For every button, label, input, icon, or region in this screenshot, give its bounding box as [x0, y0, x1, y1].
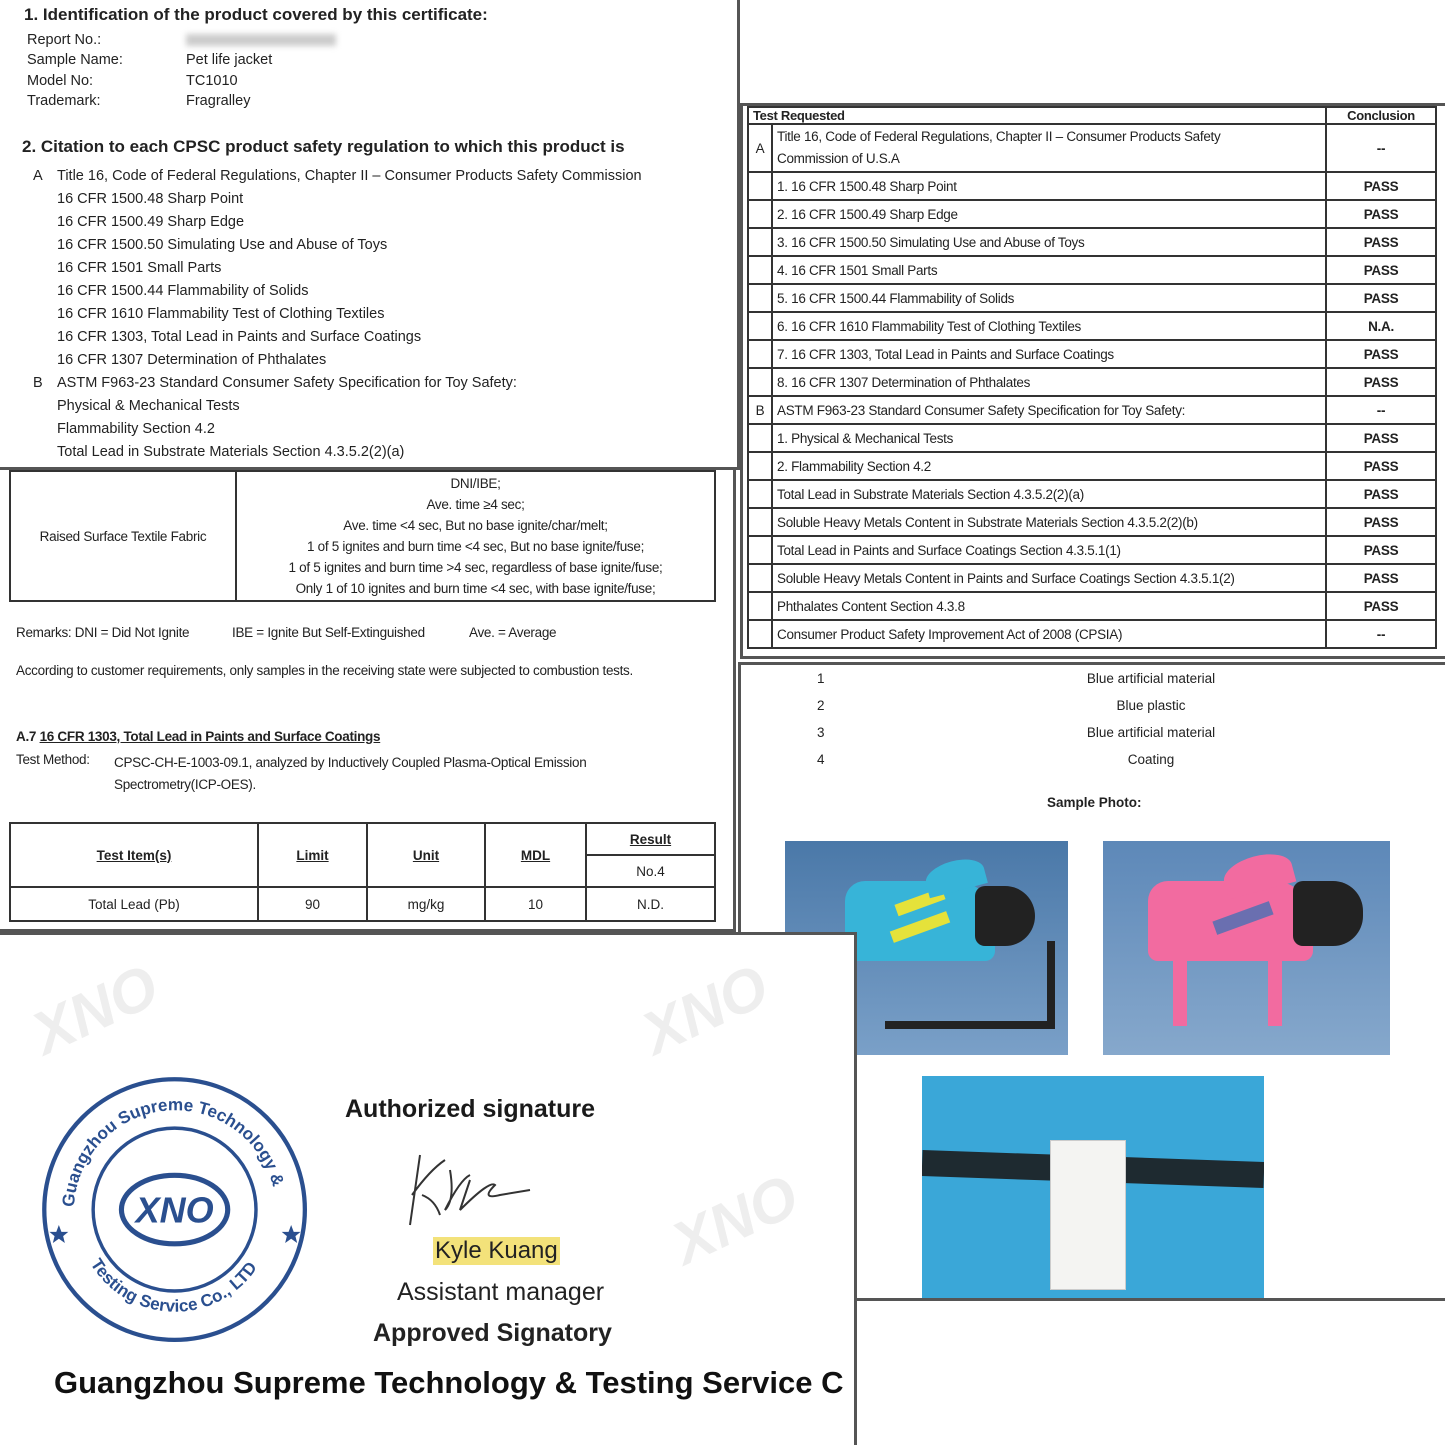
signatory-title: Assistant manager: [397, 1278, 605, 1306]
remark-dni: Remarks: DNI = Did Not Ignite: [16, 625, 190, 640]
regulation-item: Physical & Mechanical Tests: [57, 398, 240, 414]
certificate-section-identification: [0, 0, 740, 470]
conclusion: PASS: [1326, 564, 1436, 592]
regulation-item: 16 CFR 1303, Total Lead in Paints and Surface Coatings: [57, 329, 422, 345]
row-letter: [748, 452, 772, 480]
row-letter: A: [748, 124, 772, 172]
test-requested: Soluble Heavy Metals Content in Paints and Surface Coatings Section 4.3.5.1(2): [772, 564, 1326, 592]
test-requested: Total Lead in Substrate Materials Section 4.3.5.2(2)(a): [772, 480, 1326, 508]
row-letter: [748, 312, 772, 340]
criterion: 1 of 5 ignites and burn time >4 sec, regardless of base ignite/fuse;: [288, 560, 663, 575]
material-name: Blue artificial material: [1086, 671, 1216, 686]
field-label: Trademark:: [27, 93, 101, 109]
table-row: [748, 508, 1436, 536]
row-letter: [748, 256, 772, 284]
cell-unit: mg/kg: [367, 887, 485, 921]
table-row: [748, 340, 1436, 368]
conclusion-table: [747, 106, 1437, 649]
fabric-type: Raised Surface Textile Fabric: [10, 471, 236, 601]
test-requested: 1. Physical & Mechanical Tests: [772, 424, 1326, 452]
item-letter: B: [33, 375, 43, 391]
regulation-item: ASTM F963-23 Standard Consumer Safety Specification for Toy Safety:: [57, 375, 517, 391]
table-row: [748, 396, 1436, 424]
row-letter: [748, 480, 772, 508]
material-no: 3: [817, 725, 825, 740]
cell-limit: 90: [258, 887, 367, 921]
lead-result-table: [9, 822, 716, 922]
watermark: XNO: [21, 951, 169, 1068]
table-row: [748, 536, 1436, 564]
regulation-item: 16 CFR 1500.48 Sharp Point: [57, 191, 244, 207]
conclusion: PASS: [1326, 424, 1436, 452]
test-requested: Title 16, Code of Federal Regulations, Chapter II – Consumer Products Safety Commission of U.S.A: [772, 124, 1326, 172]
conclusion: PASS: [1326, 228, 1436, 256]
handwritten-signature: [400, 1140, 540, 1230]
regulation-item: 16 CFR 1501 Small Parts: [57, 260, 222, 276]
conclusion: PASS: [1326, 536, 1436, 564]
report-number-redacted: [186, 34, 336, 46]
criterion: 1 of 5 ignites and burn time <4 sec, But no base ignite/fuse;: [306, 539, 645, 554]
blank-panel: [857, 1298, 1445, 1445]
table-row: [748, 620, 1436, 648]
row-letter: [748, 592, 772, 620]
row-letter: [748, 424, 772, 452]
signatory-name: Kyle Kuang: [435, 1237, 558, 1264]
criterion: Only 1 of 10 ignites and burn time <4 sec, with base ignite/fuse;: [295, 581, 656, 596]
test-requested: Total Lead in Paints and Surface Coatings Section 4.3.5.1(1): [772, 536, 1326, 564]
lead-test-title: 16 CFR 1303, Total Lead in Paints and Surface Coatings: [39, 729, 381, 744]
conclusion: N.A.: [1326, 312, 1436, 340]
header-mdl: MDL: [485, 823, 586, 887]
seal-logo: XNO: [135, 1189, 214, 1231]
header-unit: Unit: [367, 823, 485, 887]
conclusion: PASS: [1326, 480, 1436, 508]
regulation-item: Flammability Section 4.2: [57, 421, 215, 437]
test-requested: 4. 16 CFR 1501 Small Parts: [772, 256, 1326, 284]
table-row: [748, 256, 1436, 284]
field-label: Report No.:: [27, 32, 102, 48]
row-letter: [748, 564, 772, 592]
header-conclusion: Conclusion: [1326, 107, 1436, 124]
table-row: [748, 480, 1436, 508]
flammability-and-lead-panel: [0, 470, 736, 932]
flammability-criteria-table: [9, 470, 716, 602]
field-label: Model No:: [27, 73, 94, 89]
section1-title: 1. Identification of the product covered by this certificate:: [24, 5, 488, 24]
svg-text:Guangzhou Supreme Technology &: Guangzhou Supreme Technology &: [57, 1094, 289, 1208]
cell-test-item: Total Lead (Pb): [10, 887, 258, 921]
combustion-note: According to customer requirements, only samples in the receiving state were subjected to combustion tests.: [16, 663, 633, 678]
table-row: [748, 284, 1436, 312]
regulation-item: Title 16, Code of Federal Regulations, Chapter II – Consumer Products Safety Commission: [57, 168, 642, 184]
company-name: Guangzhou Supreme Technology & Testing Service C: [54, 1365, 844, 1400]
row-letter: [748, 340, 772, 368]
table-row: [748, 424, 1436, 452]
lead-test-number: A.7: [16, 729, 37, 744]
test-requested: 1. 16 CFR 1500.48 Sharp Point: [772, 172, 1326, 200]
table-row: [748, 124, 1436, 172]
remark-ibe: IBE = Ignite But Self-Extinguished: [232, 625, 425, 640]
test-requested: 2. Flammability Section 4.2: [772, 452, 1326, 480]
conclusion: PASS: [1326, 368, 1436, 396]
test-requested: ASTM F963-23 Standard Consumer Safety Specification for Toy Safety:: [772, 396, 1326, 424]
conclusion: PASS: [1326, 200, 1436, 228]
row-letter: [748, 200, 772, 228]
conclusion: PASS: [1326, 452, 1436, 480]
material-name: Blue artificial material: [1086, 725, 1216, 740]
remark-ave: Ave. = Average: [469, 625, 557, 640]
conclusion: PASS: [1326, 508, 1436, 536]
table-row: [748, 228, 1436, 256]
criterion: Ave. time <4 sec, But no base ignite/char/melt;: [343, 518, 608, 533]
row-letter: [748, 228, 772, 256]
seal-star-icon: [282, 1225, 301, 1243]
field-label: Sample Name:: [27, 52, 123, 68]
regulation-item: 16 CFR 1307 Determination of Phthalates: [57, 352, 327, 368]
row-letter: [748, 536, 772, 564]
header-limit: Limit: [258, 823, 367, 887]
criterion: DNI/IBE;: [450, 476, 501, 491]
test-requested: 5. 16 CFR 1500.44 Flammability of Solids: [772, 284, 1326, 312]
watermark: XNO: [661, 1161, 809, 1278]
regulation-item: Total Lead in Substrate Materials Section 4.3.5.2(2)(a): [57, 444, 405, 460]
authorized-signature-heading: Authorized signature: [345, 1095, 596, 1123]
row-letter: [748, 620, 772, 648]
conclusion: PASS: [1326, 256, 1436, 284]
test-method-label: Test Method:: [16, 752, 90, 767]
authorization-panel: [0, 932, 857, 1445]
material-no: 1: [817, 671, 825, 686]
header-result: Result: [586, 823, 715, 855]
section2-title: 2. Citation to each CPSC product safety regulation to which this product is: [22, 137, 625, 156]
conclusion: PASS: [1326, 172, 1436, 200]
conclusion: PASS: [1326, 592, 1436, 620]
table-row: [748, 312, 1436, 340]
test-method-line: CPSC-CH-E-1003-09.1, analyzed by Inductively Coupled Plasma-Optical Emission: [114, 755, 587, 770]
regulation-item: 16 CFR 1500.44 Flammability of Solids: [57, 283, 309, 299]
test-requested: Phthalates Content Section 4.3.8: [772, 592, 1326, 620]
material-no: 4: [817, 752, 825, 767]
test-requested: Soluble Heavy Metals Content in Substrate Materials Section 4.3.5.2(2)(b): [772, 508, 1326, 536]
conclusion: PASS: [1326, 284, 1436, 312]
row-letter: [748, 284, 772, 312]
test-method-line: Spectrometry(ICP-OES).: [114, 777, 256, 792]
row-letter: [748, 172, 772, 200]
table-row: [748, 452, 1436, 480]
watermark: XNO: [631, 951, 779, 1068]
table-row: [748, 592, 1436, 620]
test-requested: 2. 16 CFR 1500.49 Sharp Edge: [772, 200, 1326, 228]
row-letter: [748, 368, 772, 396]
row-letter: [748, 508, 772, 536]
item-letter: A: [33, 168, 43, 184]
material-no: 2: [817, 698, 825, 713]
svg-text:Testing Service Co., LTD: Testing Service Co., LTD: [86, 1254, 261, 1316]
cell-result: N.D.: [586, 887, 715, 921]
test-requested: 8. 16 CFR 1307 Determination of Phthalates: [772, 368, 1326, 396]
row-letter: B: [748, 396, 772, 424]
signatory-role: Approved Signatory: [373, 1319, 612, 1347]
regulation-item: 16 CFR 1500.50 Simulating Use and Abuse of Toys: [57, 237, 388, 253]
table-row: [748, 564, 1436, 592]
header-sample-no: No.4: [586, 855, 715, 887]
material-name: Coating: [1127, 752, 1175, 767]
sample-photo-label: Sample Photo:: [1047, 795, 1142, 810]
header-test-requested: Test Requested: [748, 107, 1326, 124]
model-no-value: TC1010: [186, 73, 238, 89]
test-requested: 6. 16 CFR 1610 Flammability Test of Clothing Textiles: [772, 312, 1326, 340]
sample-name-value: Pet life jacket: [186, 52, 273, 68]
test-requested: Consumer Product Safety Improvement Act of 2008 (CPSIA): [772, 620, 1326, 648]
conclusion: --: [1326, 620, 1436, 648]
seal-star-icon: [49, 1225, 68, 1243]
company-seal: [40, 1075, 310, 1345]
criterion: Ave. time ≥4 sec;: [426, 497, 525, 512]
conclusion: PASS: [1326, 340, 1436, 368]
table-row: [748, 368, 1436, 396]
test-requested: 7. 16 CFR 1303, Total Lead in Paints and Surface Coatings: [772, 340, 1326, 368]
regulation-item: 16 CFR 1610 Flammability Test of Clothing Textiles: [57, 306, 385, 322]
regulation-item: 16 CFR 1500.49 Sharp Edge: [57, 214, 245, 230]
material-name: Blue plastic: [1116, 698, 1186, 713]
header-test-item: Test Item(s): [10, 823, 258, 887]
cell-mdl: 10: [485, 887, 586, 921]
table-row: [748, 172, 1436, 200]
conclusion: --: [1326, 396, 1436, 424]
table-row: [748, 200, 1436, 228]
conclusion: --: [1326, 124, 1436, 172]
test-requested: 3. 16 CFR 1500.50 Simulating Use and Abuse of Toys: [772, 228, 1326, 256]
trademark-value: Fragralley: [186, 93, 251, 109]
sample-photo-pink-jacket: [1103, 841, 1390, 1055]
sample-photo-care-label: [922, 1076, 1264, 1298]
conclusion-table-panel: [740, 103, 1445, 659]
